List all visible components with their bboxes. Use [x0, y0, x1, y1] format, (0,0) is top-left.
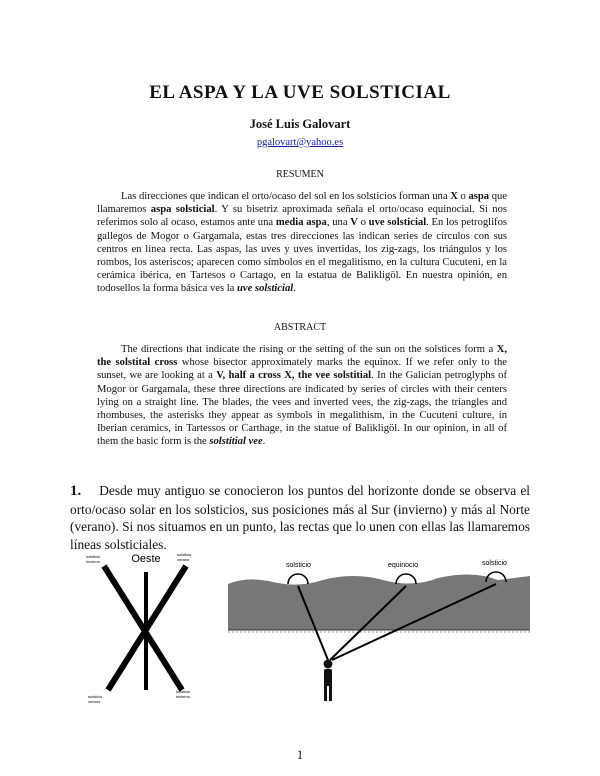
author-name: José Luis Galovart: [249, 117, 351, 131]
horizon-label: solsticio: [286, 562, 311, 569]
section-number: 1.: [70, 483, 82, 499]
horizon-figure: [228, 552, 530, 704]
resumen-bold: V: [350, 217, 358, 229]
abstract-body: [97, 343, 507, 449]
cross-label: invierno: [86, 559, 101, 564]
resumen-text: , una: [326, 217, 351, 229]
cross-label: solsticio: [177, 552, 192, 557]
resumen-text: Las direcciones que indican el orto/ocaso del sol en los solsticios forman una: [121, 191, 451, 202]
author-email-link[interactable]: pgalovart@yahoo.es: [256, 137, 344, 148]
resumen-bold: X: [450, 191, 458, 202]
page-number: 1: [296, 747, 304, 762]
resumen-text: . En los petroglifos gallegos de Mogor o Gargamala, estas tres direcciones las indican series de círculos con sus centros en línea recta. Las aspas, las uves y uves invertidas, los zig-zags, los triángulos y los rombos, los asteriscos; aparecen como símbolos en el megalitismo, en la cultura Cucuteni, en la cerámica ibérica, en Tartesos o Cartago, en la estatua de Balikligöl. En nuestra opinión, en todosellos la forma básica ves la: [97, 217, 508, 295]
section-text: Desde muy antiguo se conocieron los puntos del horizonte donde se observa el orto/ocaso solar en los solsticios, sus posiciones más al Sur (invierno) y más al Norte (verano). Si nos situamos en un punto, las rectas que lo unen con ellas las llamaremos líneas solsticiales.: [70, 483, 530, 552]
section-1: [70, 482, 530, 553]
resumen-text: que llamaremos: [97, 191, 508, 216]
resumen-text: o: [457, 191, 469, 202]
abstract-heading: ABSTRACT: [273, 322, 327, 333]
paper-title: EL ASPA Y LA UVE SOLSTICIAL: [149, 82, 451, 103]
cross-label: verano: [88, 699, 101, 704]
cross-label: verano: [177, 557, 190, 562]
abstract-text: .: [262, 436, 266, 448]
cross-label: solsticio: [176, 689, 191, 694]
resumen-text: o: [357, 217, 369, 229]
abstract-bold: V, half a cross X, the vee solstitial: [216, 370, 372, 382]
horizon-label: solsticio: [482, 560, 507, 567]
abstract-text: The directions that indicate the rising or the setting of the sun on the solstices form a: [121, 344, 497, 355]
cross-label: solsticio: [86, 554, 101, 559]
resumen-bold: aspa: [468, 191, 490, 202]
abstract-bold: X, the solstital cross: [97, 344, 507, 369]
cross-label: solsticio: [88, 694, 103, 699]
abstract-text: whose bisector approximately marks the equinox. If we refer only to the sunset, we are looking at a: [97, 357, 507, 382]
cross-top-label: Oeste: [131, 553, 161, 565]
observer-figure: [324, 660, 333, 702]
abstract-text: . In the Galician petroglyphs of Mogor or Gargamala, these three directions are indicated by series of circles with their centers lying on a straight line. The blades, the vees and inverted vees, the zig-zags, the triangles and rhombuses, the asterisks they appear as symbols in megalithism, in the Cucuteni culture, in Iberian ceramics, in Tartessos or Carthage, in the statue of Balikligöl. In our opinion, in all of them the basic form is the: [97, 370, 507, 448]
cross-label: invierno: [176, 694, 191, 699]
sun-equinox: [396, 574, 416, 584]
resumen-text: . Y su bisetriz aproximada señala el orto/ocaso equinocial. Si nos referimos solo al ocaso, estamos ante una: [97, 204, 507, 229]
resumen-body: [97, 190, 507, 296]
resumen-heading: RESUMEN: [276, 169, 324, 180]
resumen-bold: uve solsticial: [368, 217, 427, 229]
sun-solstice-left: [288, 574, 308, 584]
horizon-mountains: [228, 574, 530, 630]
abstract-bold-italic: solstitial vee: [209, 436, 263, 448]
solstitial-cross-figure: [82, 548, 210, 708]
resumen-bold: aspa solsticial: [150, 204, 215, 216]
resumen-text: .: [293, 283, 296, 295]
horizon-label: equinocio: [388, 562, 418, 569]
resumen-bold: media aspa: [275, 217, 327, 229]
resumen-bold-italic: uve solsticial: [237, 283, 294, 295]
cross-blade: [104, 566, 182, 690]
